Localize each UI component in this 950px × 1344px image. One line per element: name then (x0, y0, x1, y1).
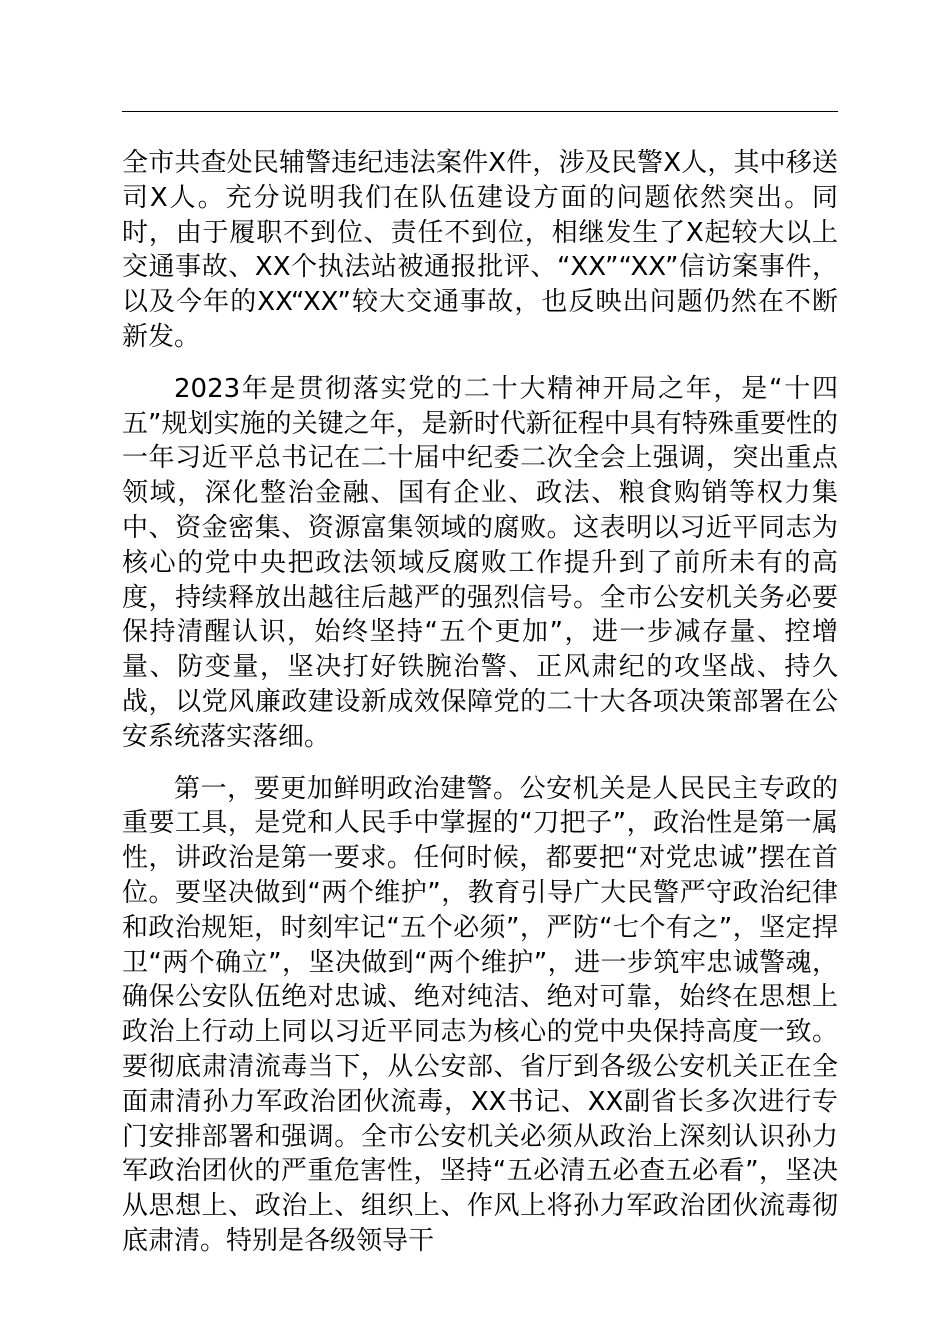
header-rule (122, 111, 838, 112)
paragraph-1: 全市共查处民辅警违纪违法案件X件，涉及民警X人，其中移送司X人。充分说明我们在队伍建设方面的问题依然突出。同时，由于履职不到位、责任不到位，相继发生了X起较大以上交通事故、XX个执法站被通报批评、“XX”“XX”信访案事件，以及今年的XX“XX”较大交通事故，也反映出问题仍然在不断新发。 (122, 148, 838, 352)
paragraph-2: 2023年是贯彻落实党的二十大精神开局之年，是“十四五”规划实施的关键之年，是新时代新征程中具有特殊重要性的一年习近平总书记在二十届中纪委二次全会上强调，突出重点领域，深化整治金融、国有企业、政法、粮食购销等权力集中、资金密集、资源富集领域的腐败。这表明以习近平同志为核心的党中央把政法领域反腐败工作提升到了前所未有的高度，持续释放出越往后越严的强烈信号。全市公安机关务必要保持清醒认识，始终坚持“五个更加”，进一步减存量、控增量、防变量，坚决打好铁腕治警、正风肃纪的攻坚战、持久战，以党风廉政建设新成效保障党的二十大各项决策部署在公安系统落实落细。 (122, 373, 838, 752)
document-body (122, 146, 838, 1276)
paragraph-3: 第一，要更加鲜明政治建警。公安机关是人民民主专政的重要工具，是党和人民手中掌握的“刀把子”，政治性是第一属性，讲政治是第一要求。任何时候，都要把“对党忠诚”摆在首位。要坚决做到“两个维护”，教育引导广大民警严守政治纪律和政治规矩，时刻牢记“五个必须”，严防“七个有之”，坚定捍卫“两个确立”，坚决做到“两个维护”，进一步筑牢忠诚警魂，确保公安队伍绝对忠诚、绝对纯洁、绝对可靠，始终在思想上政治上行动上同以习近平同志为核心的党中央保持高度一致。要彻底肃清流毒当下，从公安部、省厅到各级公安机关正在全面肃清孙力军政治团伙流毒，XX书记、XX副省长多次进行专门安排部署和强调。全市公安机关必须从政治上深刻认识孙力军政治团伙的严重危害性，坚持“五必清五必查五必看”，坚决从思想上、政治上、组织上、作风上将孙力军政治团伙流毒彻底肃清。特别是各级领导干 (122, 773, 838, 1256)
